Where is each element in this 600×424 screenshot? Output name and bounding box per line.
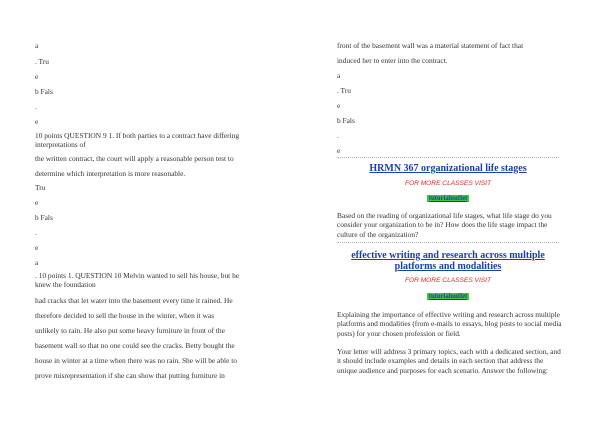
dotted-divider <box>337 242 559 243</box>
answer-line: b Fals <box>35 87 53 96</box>
answer-line: e <box>35 243 39 252</box>
question-10-line: unlikely to rain. He also put some heavy furniture in front of the <box>35 326 225 335</box>
answer-line: . <box>35 228 37 237</box>
answer-line: e <box>35 198 39 207</box>
answer-line: a <box>337 71 341 80</box>
answer-line: Tru <box>35 183 46 192</box>
question-10-line: basement wall so that no one could see the cracks. Betty bought the <box>35 341 235 350</box>
answer-line: e <box>35 117 39 126</box>
section-body: Based on the reading of organizational life stages, what life stage do you consider your organization to be in? How does the life stage impact the culture of the organization? <box>337 211 552 239</box>
link-badge-wrapper <box>337 291 559 301</box>
answer-line: e <box>337 146 341 155</box>
question-9-line: the written contract, the court will apply a reasonable person test to <box>35 154 234 163</box>
tutorialoutlet-link[interactable]: tutorialoutlet <box>428 293 468 300</box>
answer-line: e <box>35 72 39 81</box>
promo-text: FOR MORE CLASSES VISIT <box>404 277 492 284</box>
answer-line: a <box>35 41 39 50</box>
section-body: Explaining the importance of effective writing and research across multiple platforms and modalities (from e-mails to essays, blog posts to social media posts) for your chosen profession or field. <box>337 310 562 338</box>
answer-line: b Fals <box>337 116 355 125</box>
question-10-continued-line: induced her to enter into the contract. <box>337 56 448 65</box>
question-10-line: therefore decided to sell the house in the winter, when it was <box>35 311 215 320</box>
question-10-line: house in winter at a time when there was no rain. She will be able to <box>35 356 237 365</box>
dotted-divider <box>337 157 559 158</box>
question-10-continued-line: front of the basement wall was a material statement of fact that <box>337 41 524 50</box>
question-10-line: had cracks that let water into the basement every time it rained. He <box>35 296 233 305</box>
section-body: Your letter will address 3 primary topics, each with a dedicated section, and it should include examples and details in each section that address the unique audience and purposes for each scenario. Answer the following: <box>337 347 561 375</box>
answer-line: . Tru <box>35 57 49 66</box>
tutorialoutlet-link[interactable]: tutorialoutlet <box>428 195 468 202</box>
section-title-effective-writing[interactable]: effective writing and research across multiple platforms and modalities <box>351 250 545 272</box>
answer-line: . Tru <box>337 86 351 95</box>
promo-text: FOR MORE CLASSES VISIT <box>404 180 492 187</box>
link-badge-wrapper <box>337 193 559 203</box>
answer-line: . <box>337 131 339 140</box>
answer-line: . <box>35 102 37 111</box>
question-10-line: prove misrepresentation if she can show that putting furniture in <box>35 371 225 380</box>
section-title-hrmn-367[interactable]: HRMN 367 organizational life stages <box>369 163 527 174</box>
answer-line: a <box>35 258 39 267</box>
question-9-line: determine which interpretation is more reasonable. <box>35 169 186 178</box>
question-9-line: 10 points QUESTION 9 1. If both parties to a contract have differing <box>35 131 240 140</box>
question-9-line: interpretations of <box>35 140 86 149</box>
question-10-line: knew the foundation <box>35 280 96 289</box>
answer-line: b Fals <box>35 213 53 222</box>
answer-line: e <box>337 101 341 110</box>
question-10-line: . 10 points 1. QUESTION 10 Melvin wanted to sell his house, but he <box>35 271 240 280</box>
